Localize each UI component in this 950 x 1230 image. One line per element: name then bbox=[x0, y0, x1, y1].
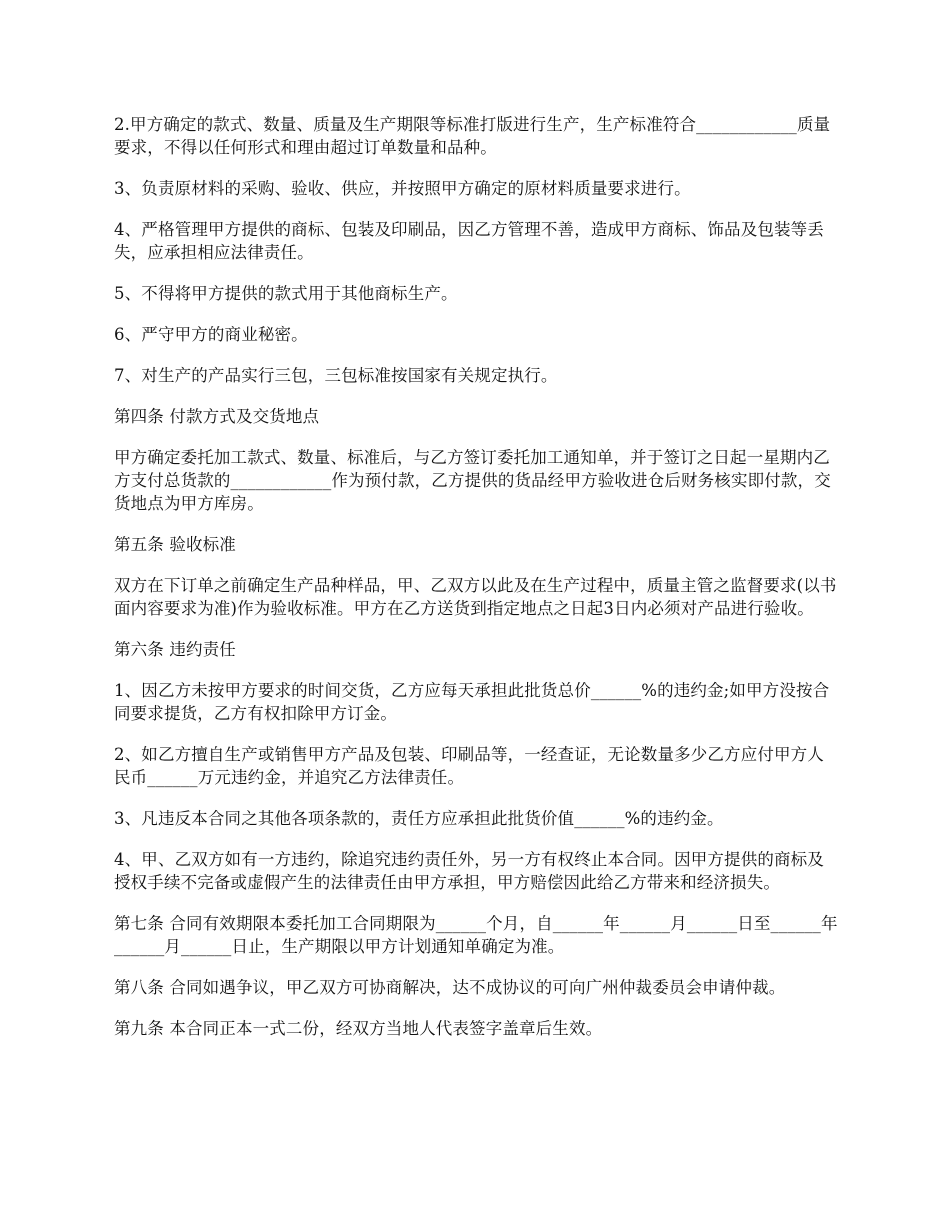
article-9-effectiveness: 第九条 本合同正本一式二份，经双方当地人代表签字盖章后生效。 bbox=[114, 1019, 603, 1038]
clause-7-warranty: 7、对生产的产品实行三包，三包标准按国家有关规定执行。 bbox=[114, 366, 558, 385]
document-body bbox=[114, 113, 840, 1058]
article-7-term: 第七条 合同有效期限本委托加工合同期限为______个月，自______年______月______日至______年______月______日止，生产期限以甲方计划通知单确定为准。 bbox=[114, 914, 838, 956]
breach-clause-2: 2、如乙方擅自生产或销售甲方产品及包装、印刷品等，一经查证，无论数量多少乙方应付甲方人民币______万元违约金，并追究乙方法律责任。 bbox=[114, 745, 824, 787]
breach-clause-4: 4、甲、乙双方如有一方违约，除追究违约责任外，另一方有权终止本合同。因甲方提供的商标及授权手续不完备或虚假产生的法律责任由甲方承担，甲方赔偿因此给乙方带来和经济损失。 bbox=[114, 850, 824, 892]
breach-clause-3: 3、凡违反本合同之其他各项条款的，责任方应承担此批货价值______%的违约金。 bbox=[114, 809, 724, 828]
article-8-dispute: 第八条 合同如遇争议，甲乙双方可协商解决，达不成协议的可向广州仲裁委员会申请仲裁。 bbox=[114, 978, 786, 997]
article-6-heading: 第六条 违约责任 bbox=[114, 640, 236, 659]
article-5-heading: 第五条 验收标准 bbox=[114, 535, 236, 554]
breach-clause-1: 1、因乙方未按甲方要求的时间交货，乙方应每天承担此批货总价______%的违约金;如甲方没按合同要求提货，乙方有权扣除甲方订金。 bbox=[114, 681, 830, 723]
clause-4-trademark-management: 4、严格管理甲方提供的商标、包装及印刷品，因乙方管理不善，造成甲方商标、饰品及包装等丢失，应承担相应法律责任。 bbox=[114, 220, 824, 262]
clause-3-raw-materials: 3、负责原材料的采购、验收、供应，并按照甲方确定的原材料质量要求进行。 bbox=[114, 179, 691, 198]
article-4-heading: 第四条 付款方式及交货地点 bbox=[114, 407, 320, 426]
clause-2-production-standard: 2.甲方确定的款式、数量、质量及生产期限等标准打版进行生产，生产标准符合____________质量要求，不得以任何形式和理由超过订单数量和品种。 bbox=[114, 115, 831, 157]
article-4-body: 甲方确定委托加工款式、数量、标准后，与乙方签订委托加工通知单，并于签订之日起一星期内乙方支付总货款的____________作为预付款，乙方提供的货品经甲方验收进仓后财务核实即付款，交货地点为甲方库房。 bbox=[114, 448, 831, 513]
clause-6-confidentiality: 6、严守甲方的商业秘密。 bbox=[114, 325, 308, 344]
clause-5-style-usage: 5、不得将甲方提供的款式用于其他商标生产。 bbox=[114, 284, 458, 303]
article-5-body: 双方在下订单之前确定生产品种样品，甲、乙双方以此及在生产过程中，质量主管之监督要求(以书面内容要求为准)作为验收标准。甲方在乙方送货到指定地点之日起3日内必须对产品进行验收。 bbox=[114, 576, 837, 618]
